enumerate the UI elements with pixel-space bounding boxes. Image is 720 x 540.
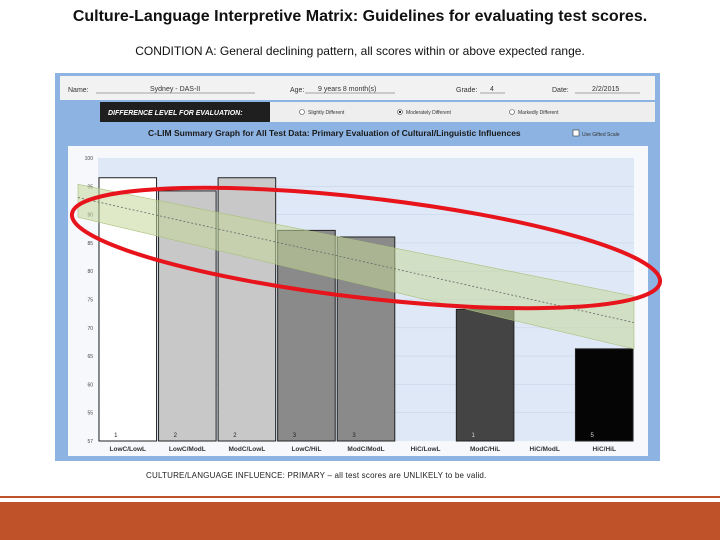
bar-count-label: 3 xyxy=(292,433,297,439)
date-value: 2/2/2015 xyxy=(592,86,620,93)
bar-count-label: 3 xyxy=(352,433,356,439)
footer-divider xyxy=(0,496,720,498)
gifted-scale-checkbox[interactable] xyxy=(573,130,579,136)
difference-label: DIFFERENCE LEVEL FOR EVALUATION: xyxy=(108,110,243,117)
bar-count-label: 1 xyxy=(471,433,475,439)
bar-hic-hil xyxy=(575,349,633,441)
option-radio-0[interactable] xyxy=(300,110,305,115)
option-label-1: Moderately Different xyxy=(406,110,451,116)
bar-count-label: 2 xyxy=(173,433,178,439)
slide-title: Culture-Language Interpretive Matrix: Guidelines for evaluating test scores. xyxy=(72,8,648,25)
bar-count-label: 2 xyxy=(233,433,237,439)
x-tick-label: HiC/ModL xyxy=(529,446,560,453)
footer-bar xyxy=(0,502,720,540)
x-tick-label: LowC/LowL xyxy=(109,446,147,453)
y-tick-label: 60 xyxy=(87,382,93,389)
x-tick-label: HiC/HiL xyxy=(592,446,616,453)
y-tick-label: 85 xyxy=(87,240,93,247)
age-value: 9 years 8 month(s) xyxy=(318,86,377,93)
x-tick-label: ModC/LowL xyxy=(228,446,266,453)
y-tick-label: 80 xyxy=(87,269,93,276)
y-tick-label: 100 xyxy=(84,156,93,162)
x-tick-label: HiC/LowL xyxy=(410,446,441,453)
x-tick-label: LowC/HiL xyxy=(291,446,322,453)
y-tick-label: 57 xyxy=(87,439,93,445)
name-value: Sydney - DAS-II xyxy=(150,86,201,93)
grade-label: Grade: xyxy=(456,87,478,94)
x-tick-label: ModC/ModL xyxy=(347,446,385,453)
age-label: Age: xyxy=(290,87,305,94)
bar-count-label: 1 xyxy=(114,433,118,439)
option-radio-1-selected-dot xyxy=(399,111,401,113)
slide-caption: CULTURE/LANGUAGE INFLUENCE: PRIMARY – all test scores are UNLIKELY to be valid. xyxy=(146,471,487,480)
gifted-scale-label: Use Gifted Scale xyxy=(582,132,620,138)
option-radio-2[interactable] xyxy=(510,110,515,115)
bar-modc-hil xyxy=(456,309,514,441)
slide-subtitle: CONDITION A: General declining pattern, all scores within or above expected range. xyxy=(135,44,585,58)
option-label-0: Slightly Different xyxy=(308,110,345,116)
bar-count-label: 5 xyxy=(590,433,594,439)
y-tick-label: 65 xyxy=(87,354,93,361)
y-tick-label: 55 xyxy=(87,410,93,417)
y-tick-label: 70 xyxy=(87,325,93,332)
date-label: Date: xyxy=(552,87,569,94)
option-label-2: Markedly Different xyxy=(518,110,559,116)
x-tick-label: LowC/ModL xyxy=(168,446,206,453)
name-label: Name: xyxy=(68,87,89,94)
grade-value: 4 xyxy=(490,86,494,93)
graph-title: C-LIM Summary Graph for All Test Data: Primary Evaluation of Cultural/Linguistic Influences xyxy=(148,128,521,138)
y-tick-label: 75 xyxy=(87,297,93,304)
x-tick-label: ModC/HiL xyxy=(469,446,501,453)
